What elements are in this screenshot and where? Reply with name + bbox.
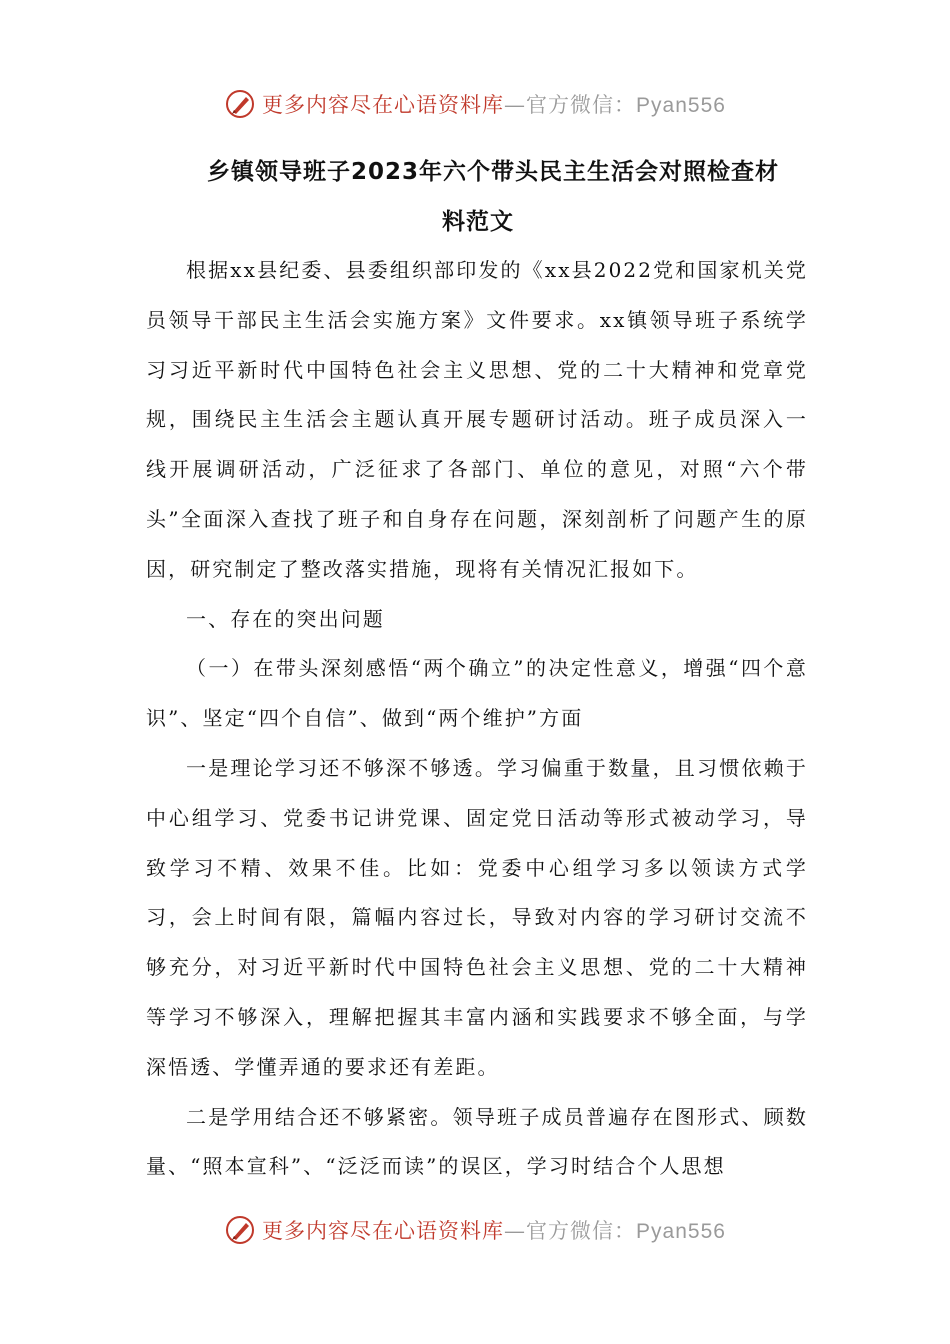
watermark-official-label: 官方微信： [526, 93, 637, 117]
watermark-official-label: 官方微信： [526, 1219, 637, 1243]
watermark-separator: — [504, 1219, 527, 1243]
section-heading: 一、存在的突出问题 [186, 606, 385, 631]
watermark-wechat-id: Pyan556 [636, 94, 726, 117]
document-title-line-2: 料范文 [442, 209, 514, 235]
watermark-banner-bottom [0, 1208, 950, 1252]
body-paragraph: 一是理论学习还不够深不够透。学习偏重于数量，且习惯依赖于中心组学习、党委书记讲党课、固定党日活动等形式被动学习，导致学习不精、效果不佳。比如：党委中心组学习多以领读方式学习，会上时间有限，篇幅内容过长，导致对内容的学习研讨交流不够充分，对习近平新时代中国特色社会主义思想、党的二十大精神等学习不够深入，理解把握其丰富内涵和实践要求不够全面，与学深悟透、学懂弄通的要求还有差距。 [146, 755, 808, 1079]
body-paragraph: 二是学用结合还不够紧密。领导班子成员普遍存在图形式、顾数量、“照本宣科”、“泛泛而读”的误区，学习时结合个人思想 [146, 1104, 808, 1179]
watermark-separator: — [504, 93, 527, 117]
pen-logo-icon [224, 88, 256, 120]
watermark-banner-top [0, 82, 950, 126]
watermark-brand: 更多内容尽在心语资料库 [262, 1219, 505, 1243]
watermark-brand: 更多内容尽在心语资料库 [262, 93, 505, 117]
pen-logo-icon [224, 1214, 256, 1246]
subsection-heading: （一）在带头深刻感悟“两个确立”的决定性意义，增强“四个意识”、坚定“四个自信”、做到“两个维护”方面 [146, 656, 808, 731]
intro-paragraph: 根据xx县纪委、县委组织部印发的《xx县2022党和国家机关党员领导干部民主生活会实施方案》文件要求。xx镇领导班子系统学习习近平新时代中国特色社会主义思想、党的二十大精神和党章党规，围绕民主生活会主题认真开展专题研讨活动。班子成员深入一线开展调研活动，广泛征求了各部门、单位的意见，对照“六个带头”全面深入查找了班子和自身存在问题，深刻剖析了问题产生的原因，研究制定了整改落实措施，现将有关情况汇报如下。 [146, 258, 808, 581]
watermark-text [262, 89, 726, 119]
document-body [146, 246, 808, 1192]
watermark-text [262, 1215, 726, 1245]
watermark-wechat-id: Pyan556 [636, 1220, 726, 1243]
document-title-line-1: 乡镇领导班子2023年六个带头民主生活会对照检查材 [206, 159, 779, 185]
